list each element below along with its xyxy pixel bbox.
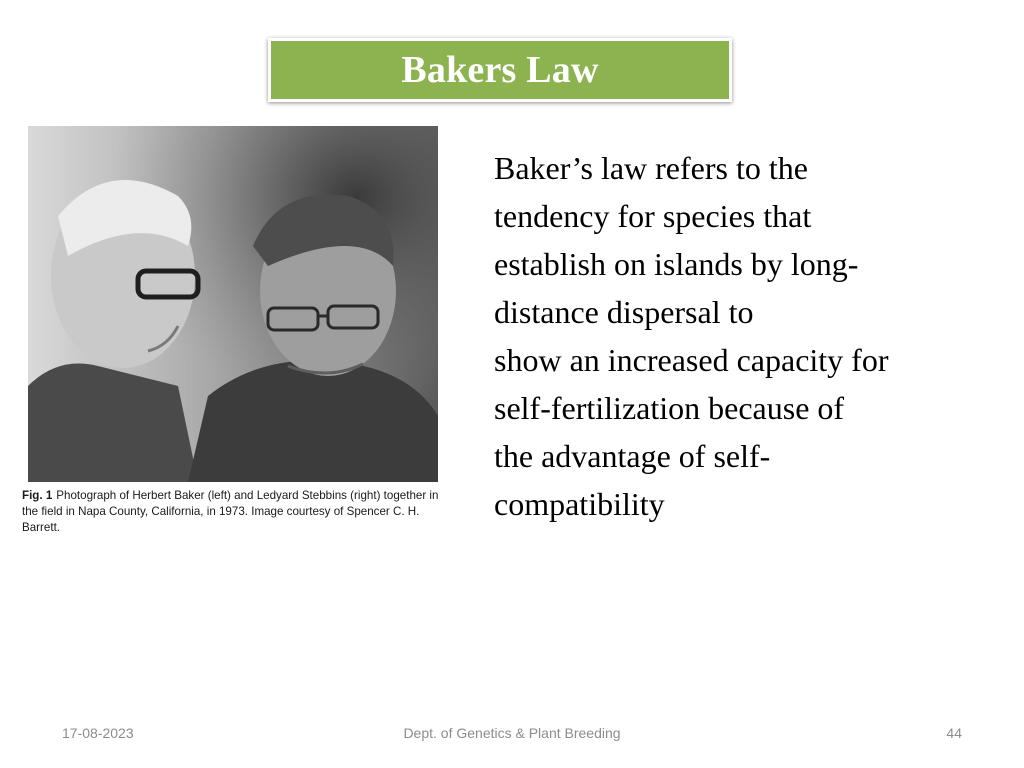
body-line: the advantage of self- bbox=[494, 438, 771, 474]
figure-caption bbox=[22, 488, 452, 536]
body-line: establish on islands by long- bbox=[494, 246, 859, 282]
photograph-two-men-illustration bbox=[28, 126, 438, 482]
body-line: Baker’s law refers to the bbox=[494, 150, 808, 186]
slide-body-text bbox=[494, 144, 1004, 528]
figure-photograph bbox=[28, 126, 438, 482]
footer-date: 17-08-2023 bbox=[62, 725, 134, 741]
footer-department: Dept. of Genetics & Plant Breeding bbox=[403, 725, 621, 741]
slide-title-banner bbox=[268, 38, 732, 102]
figure-label: Fig. 1 bbox=[22, 489, 53, 502]
body-line: compatibility bbox=[494, 486, 665, 522]
body-line: self-fertilization because of bbox=[494, 390, 845, 426]
body-line: show an increased capacity for bbox=[494, 342, 889, 378]
slide-title: Bakers Law bbox=[401, 49, 599, 91]
body-line: distance dispersal to bbox=[494, 294, 754, 330]
body-line: tendency for species that bbox=[494, 198, 812, 234]
footer-page-number: 44 bbox=[946, 725, 962, 741]
figure-caption-text: Photograph of Herbert Baker (left) and Ledyard Stebbins (right) together in the field in Napa County, California, in 1973. Image courtesy of Spencer C. H. Barrett. bbox=[22, 489, 439, 534]
